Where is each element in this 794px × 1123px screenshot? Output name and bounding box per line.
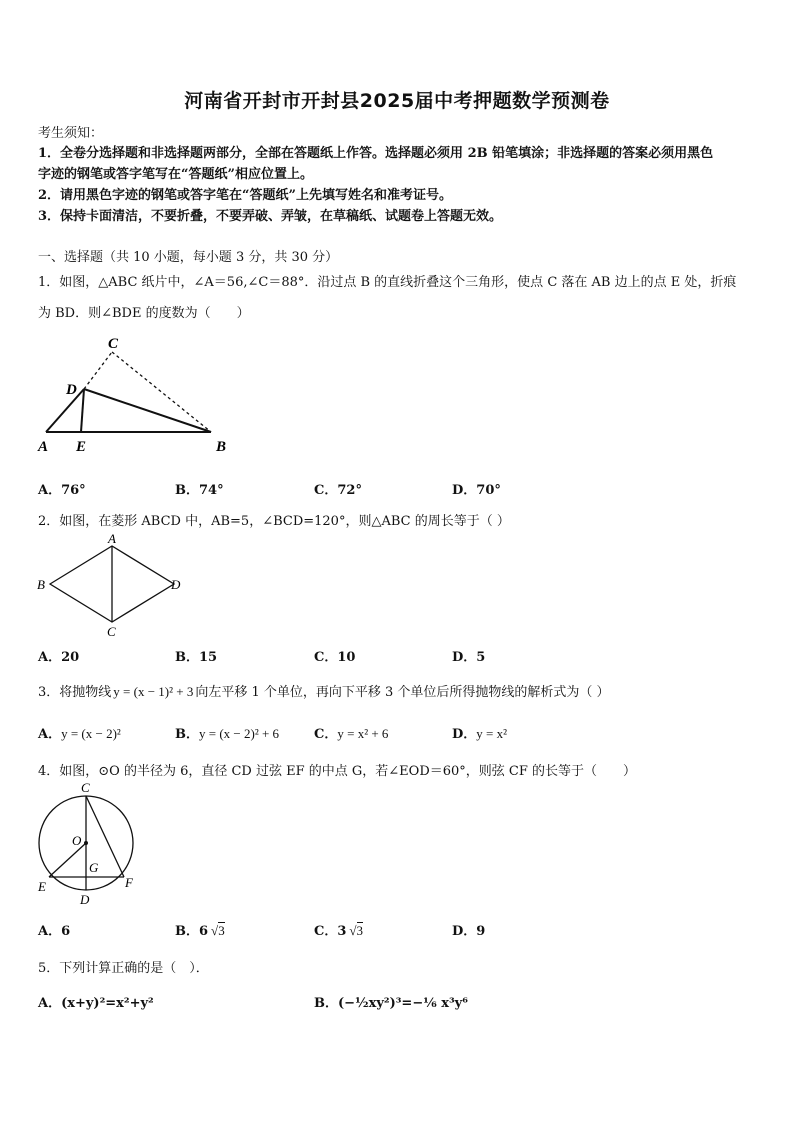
q4-center-point (84, 841, 88, 845)
q4-label-c: C (81, 780, 90, 795)
q2-option-b[interactable]: B．15 (175, 650, 218, 665)
q1-segment-ad (46, 389, 84, 432)
q4-option-d-label: D．9 (452, 924, 486, 939)
notice-line-2: 2．请用黑色字迹的钢笔或答字笔在“答题纸”上先填写姓名和准考证号。 (38, 188, 453, 203)
q3-option-c-label: C． (314, 727, 338, 742)
q4-label-g: G (89, 860, 99, 875)
q2-rhombus-figure (34, 532, 194, 640)
q1-option-a[interactable]: A．76° (38, 483, 86, 498)
q1-stem-line1: 1．如图，△ABC 纸片中，∠A＝56,∠C＝88°．沿过点 B 的直线折叠这个三角形，使点 C 落在 AB 边上的点 E 处，折痕 (38, 275, 737, 290)
q4-label-d: D (80, 892, 90, 907)
q3-option-b-label: B． (175, 727, 199, 742)
q3-option-c-formula: y = x² + 6 (337, 726, 389, 741)
q1-stem-line2: 为 BD．则∠BDE 的度数为（ ） (38, 306, 250, 321)
q5-option-b[interactable]: B．(−½xy²)³=−⅙ x³y⁶ (314, 996, 468, 1011)
q1-option-c[interactable]: C．72° (314, 483, 362, 498)
q4-option-b-sqrt-sign: √ (211, 923, 219, 938)
q1-label-d: D (66, 382, 77, 398)
q2-option-a[interactable]: A．20 (38, 650, 80, 665)
q2-label-c: C (107, 624, 116, 639)
q4-label-e: E (38, 879, 46, 894)
q1-option-b[interactable]: B．74° (175, 483, 224, 498)
q3-option-d[interactable] (452, 723, 507, 742)
q4-label-f: F (125, 875, 133, 890)
page-title: 河南省开封市开封县2025届中考押题数学预测卷 (184, 90, 610, 112)
q2-option-d[interactable]: D．5 (452, 650, 486, 665)
q4-stem: 4．如图，⊙O 的半径为 6，直径 CD 过弦 EF 的中点 G，若∠EOD＝60°，则弦 CF 的长等于（ ） (38, 764, 637, 779)
q1-dashed-cb (112, 352, 211, 432)
q2-label-d: D (171, 577, 181, 592)
q2-stem: 2．如图，在菱形 ABCD 中，AB=5，∠BCD=120°，则△ABC 的周长等于（ ） (38, 514, 510, 529)
q4-option-b-label: B．6 (175, 924, 209, 939)
q1-segment-de (81, 389, 84, 432)
q4-segment-oe (49, 843, 86, 877)
q1-label-a: A (38, 439, 49, 455)
q2-label-b: B (37, 577, 45, 592)
q3-stem-prefix: 3．将抛物线 (38, 685, 112, 700)
notice-line-3: 3．保持卡面清洁，不要折叠，不要弄破、弄皱，在草稿纸、试题卷上答题无效。 (38, 209, 503, 224)
q4-circle-figure (34, 780, 144, 910)
q1-label-b: B (216, 439, 227, 455)
q3-option-d-formula: y = x² (476, 726, 508, 741)
q1-label-c: C (108, 336, 119, 352)
q3-option-a[interactable] (38, 723, 121, 742)
q2-label-a: A (108, 532, 116, 546)
q4-option-a-label: A．6 (38, 924, 71, 939)
q4-option-b[interactable] (175, 920, 225, 939)
q5-stem: 5．下列计算正确的是（ ）． (38, 961, 209, 976)
q3-option-a-formula: y = (x − 2)² (61, 726, 121, 741)
q3-option-b[interactable] (175, 723, 279, 742)
q1-option-d[interactable]: D．70° (452, 483, 501, 498)
q4-option-c[interactable] (314, 920, 363, 939)
q1-dashed-dc (84, 352, 112, 389)
q1-label-e: E (76, 439, 87, 455)
q4-option-d[interactable] (452, 920, 485, 939)
q4-option-c-label: C．3 (314, 924, 347, 939)
q3-option-a-label: A． (38, 727, 62, 742)
q4-option-c-sqrt-sign: √ (349, 923, 357, 938)
notice-line-1b: 字迹的钢笔或答字笔写在“答题纸”相应位置上。 (38, 167, 313, 182)
q2-option-c[interactable]: C．10 (314, 650, 356, 665)
notice-heading: 考生须知： (38, 126, 104, 141)
q3-option-d-label: D． (452, 727, 477, 742)
q4-option-c-radicand: 3 (356, 923, 364, 938)
q4-option-b-radicand: 3 (218, 923, 225, 938)
q4-label-o: O (72, 833, 82, 848)
q3-stem-suffix: 向左平移 1 个单位，再向下平移 3 个单位后所得抛物线的解析式为（ ） (195, 685, 610, 700)
q3-stem (38, 681, 610, 700)
q3-option-c[interactable] (314, 723, 388, 742)
section-heading: 一、选择题（共 10 小题，每小题 3 分，共 30 分） (38, 250, 339, 265)
q1-segment-db (84, 389, 211, 432)
q5-option-a[interactable]: A．(x+y)²=x²+y² (38, 996, 154, 1011)
q3-option-b-formula: y = (x − 2)² + 6 (199, 726, 280, 741)
q1-triangle-figure (36, 332, 236, 457)
q4-option-a[interactable] (38, 920, 70, 939)
notice-line-1a: 1．全卷分选择题和非选择题两部分，全部在答题纸上作答。选择题必须用 2B 铅笔填涂；非选择题的答案必须用黑色 (38, 146, 714, 161)
q3-stem-formula: y = (x − 1)² + 3 (113, 684, 194, 699)
